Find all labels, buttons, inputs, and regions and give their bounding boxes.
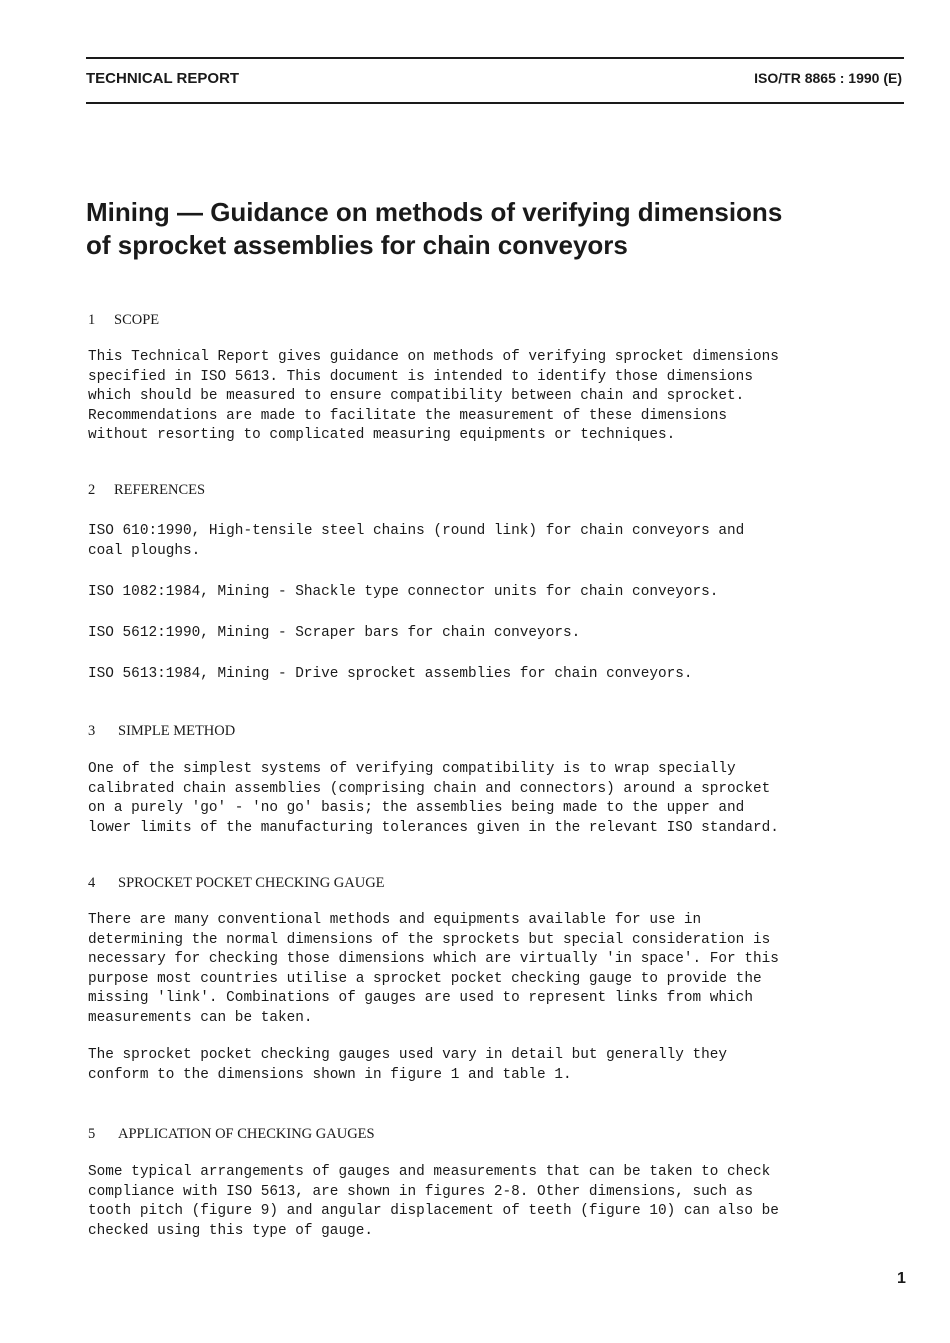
title-line-1: Mining — Guidance on methods of verifying dimensions [86, 197, 783, 227]
application-line: checked using this type of gauge. [88, 1222, 373, 1239]
pocket-gauge-line: measurements can be taken. [88, 1009, 313, 1026]
title-line-2: of sprocket assemblies for chain conveyors [86, 230, 628, 260]
section-3-heading [88, 723, 235, 740]
section-4-paragraph-2 [88, 1046, 727, 1085]
section-1-number: 1 [88, 312, 96, 328]
pocket-gauge-line: determining the normal dimensions of the sprockets but special consideration is [88, 931, 771, 948]
scope-line: specified in ISO 5613. This document is intended to identify those dimensions [88, 368, 753, 385]
section-4-number: 4 [88, 875, 96, 891]
section-1-heading [88, 312, 159, 329]
scope-line: Recommendations are made to facilitate the measurement of these dimensions [88, 407, 728, 424]
pocket-gauge-line: missing 'link'. Combinations of gauges are used to represent links from which [88, 990, 753, 1006]
scope-line: without resorting to complicated measuring equipments or techniques. [88, 427, 676, 443]
application-line: Some typical arrangements of gauges and measurements that can be taken to check [88, 1164, 771, 1180]
section-5-heading [88, 1126, 375, 1143]
header-top-rule [86, 57, 904, 59]
section-2-number: 2 [88, 482, 96, 498]
section-1-body [88, 348, 779, 446]
section-5-body [88, 1163, 779, 1241]
simple-method-line: One of the simplest systems of verifying compatibility is to wrap specially [88, 761, 736, 777]
section-5-title: APPLICATION OF CHECKING GAUGES [118, 1126, 375, 1142]
pocket-gauge-line: There are many conventional methods and equipments available for use in [88, 912, 702, 928]
pocket-gauge-line: The sprocket pocket checking gauges used vary in detail but generally they [88, 1047, 728, 1063]
section-2-title: REFERENCES [114, 482, 206, 498]
application-line: compliance with ISO 5613, are shown in figures 2-8. Other dimensions, such as [88, 1183, 753, 1200]
reference-item: ISO 5613:1984, Mining - Drive sprocket assemblies for chain conveyors. [88, 666, 693, 682]
header-bottom-rule [86, 102, 904, 104]
pocket-gauge-line: conform to the dimensions shown in figure 1 and table 1. [88, 1066, 572, 1083]
document-number: ISO/TR 8865 : 1990 (E) [754, 70, 902, 86]
simple-method-line: lower limits of the manufacturing tolerances given in the relevant ISO standard. [88, 819, 779, 836]
section-2-heading [88, 482, 205, 499]
reference-item: ISO 5612:1990, Mining - Scraper bars for chain conveyors. [88, 625, 581, 641]
pocket-gauge-line: necessary for checking those dimensions which are virtually 'in space'. For this [88, 951, 779, 967]
section-1-title: SCOPE [114, 312, 160, 328]
section-3-title: SIMPLE METHOD [118, 723, 236, 739]
scope-line: which should be measured to ensure compatibility between chain and sprocket. [88, 388, 745, 404]
simple-method-line: on a purely 'go' - 'no go' basis; the assemblies being made to the upper and [88, 800, 745, 816]
section-4-paragraph-1 [88, 911, 779, 1028]
reference-item: ISO 1082:1984, Mining - Shackle type connector units for chain conveyors. [88, 584, 719, 600]
scope-line: This Technical Report gives guidance on methods of verifying sprocket dimensions [88, 349, 779, 365]
page-number: 1 [897, 1270, 906, 1287]
document-title [86, 196, 916, 262]
pocket-gauge-line: purpose most countries utilise a sprocket pocket checking gauge to provide the [88, 970, 762, 987]
section-3-number: 3 [88, 723, 96, 739]
document-type: TECHNICAL REPORT [86, 70, 240, 87]
reference-item: ISO 610:1990, High-tensile steel chains (round link) for chain conveyors and coal ploughs. [88, 523, 745, 559]
section-3-body [88, 760, 779, 838]
section-4-heading [88, 875, 385, 892]
simple-method-line: calibrated chain assemblies (comprising chain and connectors) around a sprocket [88, 780, 771, 797]
section-4-title: SPROCKET POCKET CHECKING GAUGE [118, 875, 385, 891]
section-5-number: 5 [88, 1126, 96, 1142]
application-line: tooth pitch (figure 9) and angular displacement of teeth (figure 10) can also be [88, 1203, 779, 1219]
